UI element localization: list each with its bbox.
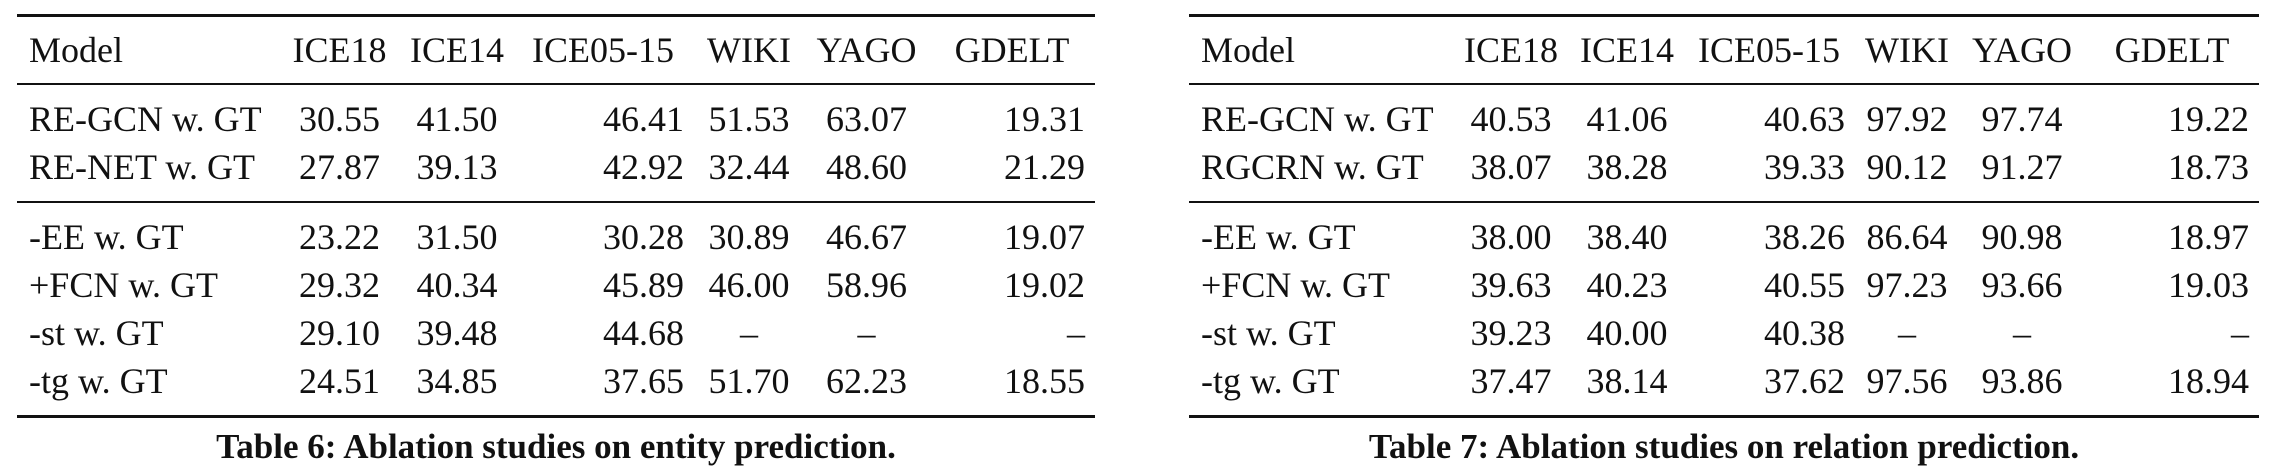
value-ice14: 41.50 (416, 99, 498, 139)
column-header-gdelt: GDELT (2085, 16, 2259, 85)
ablation-table-6 (17, 14, 1095, 468)
value-wiki: 97.92 (1866, 99, 1948, 139)
value-wiki: 30.89 (708, 217, 790, 257)
row-model-name: -tg w. GT (1201, 361, 1340, 401)
table-row (17, 202, 1095, 261)
value-yago: 90.98 (1981, 217, 2063, 257)
value-ice14: 34.85 (416, 361, 498, 401)
value-gdelt: – (1067, 313, 1085, 353)
value-ice05-15: 40.55 (1764, 265, 1845, 305)
column-header-wiki: WIKI (694, 16, 804, 85)
table-row (17, 143, 1095, 202)
value-yago: 91.27 (1959, 143, 2085, 202)
row-model-name: +FCN w. GT (29, 265, 218, 305)
table-row (1189, 357, 2259, 417)
value-wiki: 51.53 (708, 99, 790, 139)
value-ice14: 38.28 (1571, 143, 1683, 202)
table-row (1189, 202, 2259, 261)
value-yago: 93.66 (1981, 265, 2063, 305)
column-header-ice18: ICE18 (277, 16, 402, 85)
row-model-name: RGCRN w. GT (1189, 143, 1451, 202)
value-ice14: 31.50 (416, 217, 498, 257)
value-ice05-15: 30.28 (603, 217, 684, 257)
value-ice05-15: 37.62 (1764, 361, 1845, 401)
value-yago: 63.07 (826, 99, 907, 139)
row-model-name: -st w. GT (1201, 313, 1336, 353)
column-header-model: Model (1189, 16, 1451, 85)
value-ice05-15: 37.65 (603, 361, 684, 401)
value-wiki: 46.00 (708, 265, 790, 305)
value-ice18: 37.47 (1470, 361, 1552, 401)
value-wiki: – (740, 313, 758, 353)
table-row (1189, 261, 2259, 309)
column-header-ice14: ICE14 (1571, 16, 1683, 85)
row-model-name: RE-GCN w. GT (29, 99, 262, 139)
value-ice05-15: 39.33 (1683, 143, 1855, 202)
value-gdelt: 18.73 (2085, 143, 2259, 202)
value-ice14: 39.48 (416, 313, 498, 353)
value-gdelt: 19.22 (2168, 99, 2249, 139)
value-gdelt: 19.02 (1004, 265, 1085, 305)
column-header-yago: YAGO (1959, 16, 2085, 85)
value-ice14: 38.40 (1586, 217, 1668, 257)
value-ice14: 38.14 (1586, 361, 1668, 401)
value-ice18: 39.23 (1470, 313, 1552, 353)
value-gdelt: 18.97 (2168, 217, 2249, 257)
value-yago: 46.67 (826, 217, 907, 257)
value-ice18: 23.22 (299, 217, 380, 257)
relation-prediction-table (1189, 14, 2259, 418)
value-gdelt: 18.94 (2168, 361, 2249, 401)
column-header-ice18: ICE18 (1451, 16, 1571, 85)
value-yago: 58.96 (826, 265, 907, 305)
value-ice18: 27.87 (277, 143, 402, 202)
value-gdelt: 19.07 (1004, 217, 1085, 257)
value-wiki: 51.70 (708, 361, 790, 401)
value-ice18: 38.07 (1451, 143, 1571, 202)
value-ice05-15: 45.89 (603, 265, 684, 305)
value-wiki: 32.44 (694, 143, 804, 202)
value-ice18: 24.51 (299, 361, 380, 401)
column-header-ice05-15: ICE05-15 (1683, 16, 1855, 85)
value-ice18: 29.32 (299, 265, 380, 305)
value-ice14: 40.00 (1586, 313, 1668, 353)
table-row (17, 309, 1095, 357)
value-wiki: 86.64 (1866, 217, 1948, 257)
value-ice14: 40.34 (416, 265, 498, 305)
header-row (1189, 16, 2259, 85)
value-ice18: 40.53 (1470, 99, 1552, 139)
value-ice05-15: 46.41 (603, 99, 684, 139)
value-ice14: 39.13 (402, 143, 512, 202)
value-ice05-15: 42.92 (512, 143, 694, 202)
value-ice18: 30.55 (299, 99, 380, 139)
table-row (1189, 309, 2259, 357)
value-gdelt: 18.55 (1004, 361, 1085, 401)
row-model-name: -st w. GT (29, 313, 164, 353)
value-yago: – (2013, 313, 2031, 353)
table-row (17, 357, 1095, 417)
value-ice14: 41.06 (1586, 99, 1668, 139)
table-row (17, 84, 1095, 143)
value-ice05-15: 40.38 (1764, 313, 1845, 353)
value-gdelt: 19.03 (2168, 265, 2249, 305)
entity-prediction-table (17, 14, 1095, 418)
value-ice18: 39.63 (1470, 265, 1552, 305)
ablation-table-7 (1189, 14, 2259, 468)
value-ice18: 38.00 (1470, 217, 1552, 257)
table-row (1189, 84, 2259, 143)
column-header-yago: YAGO (804, 16, 929, 85)
value-ice14: 40.23 (1586, 265, 1668, 305)
column-header-ice05-15: ICE05-15 (512, 16, 694, 85)
value-ice05-15: 38.26 (1764, 217, 1845, 257)
row-model-name: -EE w. GT (1201, 217, 1356, 257)
column-header-gdelt: GDELT (929, 16, 1095, 85)
value-wiki: – (1898, 313, 1916, 353)
value-ice05-15: 40.63 (1764, 99, 1845, 139)
table-caption: Table 6: Ablation studies on entity prediction. (216, 427, 896, 466)
value-ice18: 29.10 (299, 313, 380, 353)
table-row (1189, 143, 2259, 202)
value-yago: 97.74 (1981, 99, 2063, 139)
row-model-name: RE-NET w. GT (17, 143, 277, 202)
value-ice05-15: 44.68 (603, 313, 684, 353)
value-gdelt: 21.29 (929, 143, 1095, 202)
column-header-wiki: WIKI (1855, 16, 1959, 85)
value-wiki: 90.12 (1855, 143, 1959, 202)
value-wiki: 97.23 (1866, 265, 1948, 305)
row-model-name: -tg w. GT (29, 361, 168, 401)
table-caption: Table 7: Ablation studies on relation prediction. (1368, 427, 2080, 466)
value-yago: 48.60 (804, 143, 929, 202)
value-gdelt: 19.31 (1004, 99, 1085, 139)
table-row (17, 261, 1095, 309)
value-wiki: 97.56 (1866, 361, 1948, 401)
header-row (17, 16, 1095, 85)
row-model-name: +FCN w. GT (1201, 265, 1390, 305)
value-yago: 93.86 (1981, 361, 2063, 401)
value-gdelt: – (2231, 313, 2249, 353)
row-model-name: -EE w. GT (29, 217, 184, 257)
value-yago: 62.23 (826, 361, 907, 401)
column-header-ice14: ICE14 (402, 16, 512, 85)
column-header-model: Model (17, 16, 277, 85)
value-yago: – (857, 313, 876, 353)
row-model-name: RE-GCN w. GT (1201, 99, 1434, 139)
